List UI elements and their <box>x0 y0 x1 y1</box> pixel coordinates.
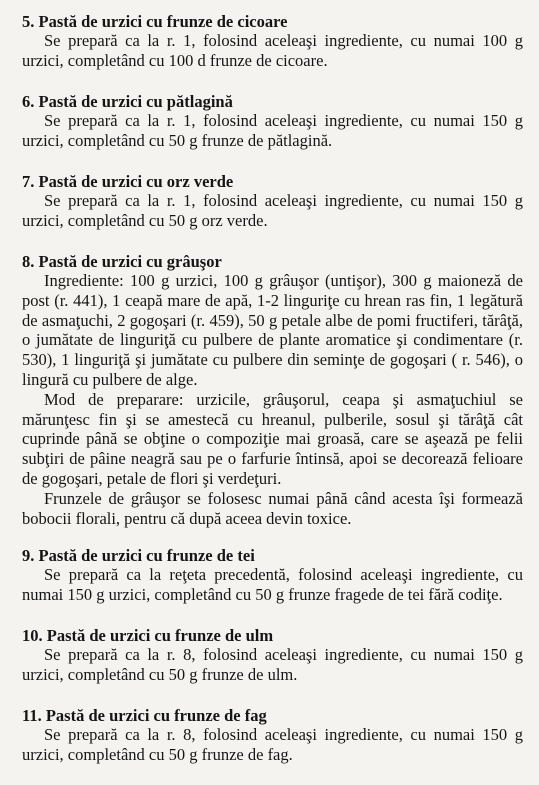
recipe-10 <box>22 626 523 684</box>
recipe-8 <box>22 252 523 528</box>
recipe-paragraph: Se prepară ca la r. 1, folosind aceleaşi ingrediente, cu numai 100 g urzici, completând cu 100 d frunze de cicoare. <box>22 31 523 70</box>
recipe-title: 9. Pastă de urzici cu frunze de tei <box>22 546 255 566</box>
recipe-9 <box>22 546 523 604</box>
recipe-title: 6. Pastă de urzici cu pătlagină <box>22 92 233 111</box>
recipe-title: 5. Pastă de urzici cu frunze de cicoare <box>22 12 288 31</box>
recipe-6 <box>22 92 523 150</box>
ingredients-paragraph: Ingrediente: 100 g urzici, 100 g grâuşor (untişor), 300 g maioneză de post (r. 441), 1 ceapă mare de apă, 1-2 linguriţe cu hrean ras fin, 1 legătură de asmaţuchi, 2 gogoşari (r. 459), 50 g petale albe de pomi fructiferi, tărâţă, o jumătate de linguriţă cu pulbere de plante aromatice şi condimentare (r. 530), 1 linguriţă şi jumătate cu pulbere din seminţe de gogoşari ( r. 546), o lingură cu pulbere de alge. <box>22 271 523 389</box>
recipe-title: 7. Pastă de urzici cu orz verde <box>22 172 234 191</box>
recipe-paragraph: Se prepară ca la r. 1, folosind aceleaşi ingrediente, cu numai 150 g urzici, completând cu 50 g frunze de pătlagină. <box>22 111 523 150</box>
recipe-paragraph: Se prepară ca la r. 8, folosind aceleaşi ingrediente, cu numai 150 g urzici, completând cu 50 g frunze de fag. <box>22 725 523 764</box>
recipe-title: 10. Pastă de urzici cu frunze de ulm <box>22 626 274 646</box>
recipe-paragraph: Se prepară ca la r. 1, folosind aceleaşi ingrediente, cu numai 150 g urzici, completând cu 50 g orz verde. <box>22 191 523 230</box>
preparation-paragraph: Mod de preparare: urzicile, grâuşorul, ceapa şi asmaţuchiul se mărunţesc fin şi se amestecă cu hreanul, pulberile, sosul şi tărâţă cât cuprinde până se obţine o compoziţie mai groasă, care se aşează pe felii subţiri de pâine neagră sau pe o farfurie întinsă, apoi se decorează felioare de gogoşari, petale de flori şi verdeţuri. <box>22 389 523 488</box>
recipe-paragraph: Se prepară ca la r. 8, folosind aceleaşi ingrediente, cu numai 150 g urzici, completând cu 50 g frunze de ulm. <box>22 645 523 684</box>
recipe-paragraph: Se prepară ca la reţeta precedentă, folosind aceleaşi ingrediente, cu numai 150 g urzici, completând cu 50 g frunze fragede de tei fără codiţe. <box>22 565 523 604</box>
recipe-title: 11. Pastă de urzici cu frunze de fag <box>22 706 267 726</box>
note-paragraph: Frunzele de grâuşor se folosesc numai până când acesta îşi formează bobocii florali, pentru că după aceea devin toxice. <box>22 488 523 528</box>
recipe-title: 8. Pastă de urzici cu grâuşor <box>22 252 222 271</box>
recipe-11 <box>22 706 523 764</box>
recipe-5 <box>22 12 523 70</box>
recipe-7 <box>22 172 523 230</box>
